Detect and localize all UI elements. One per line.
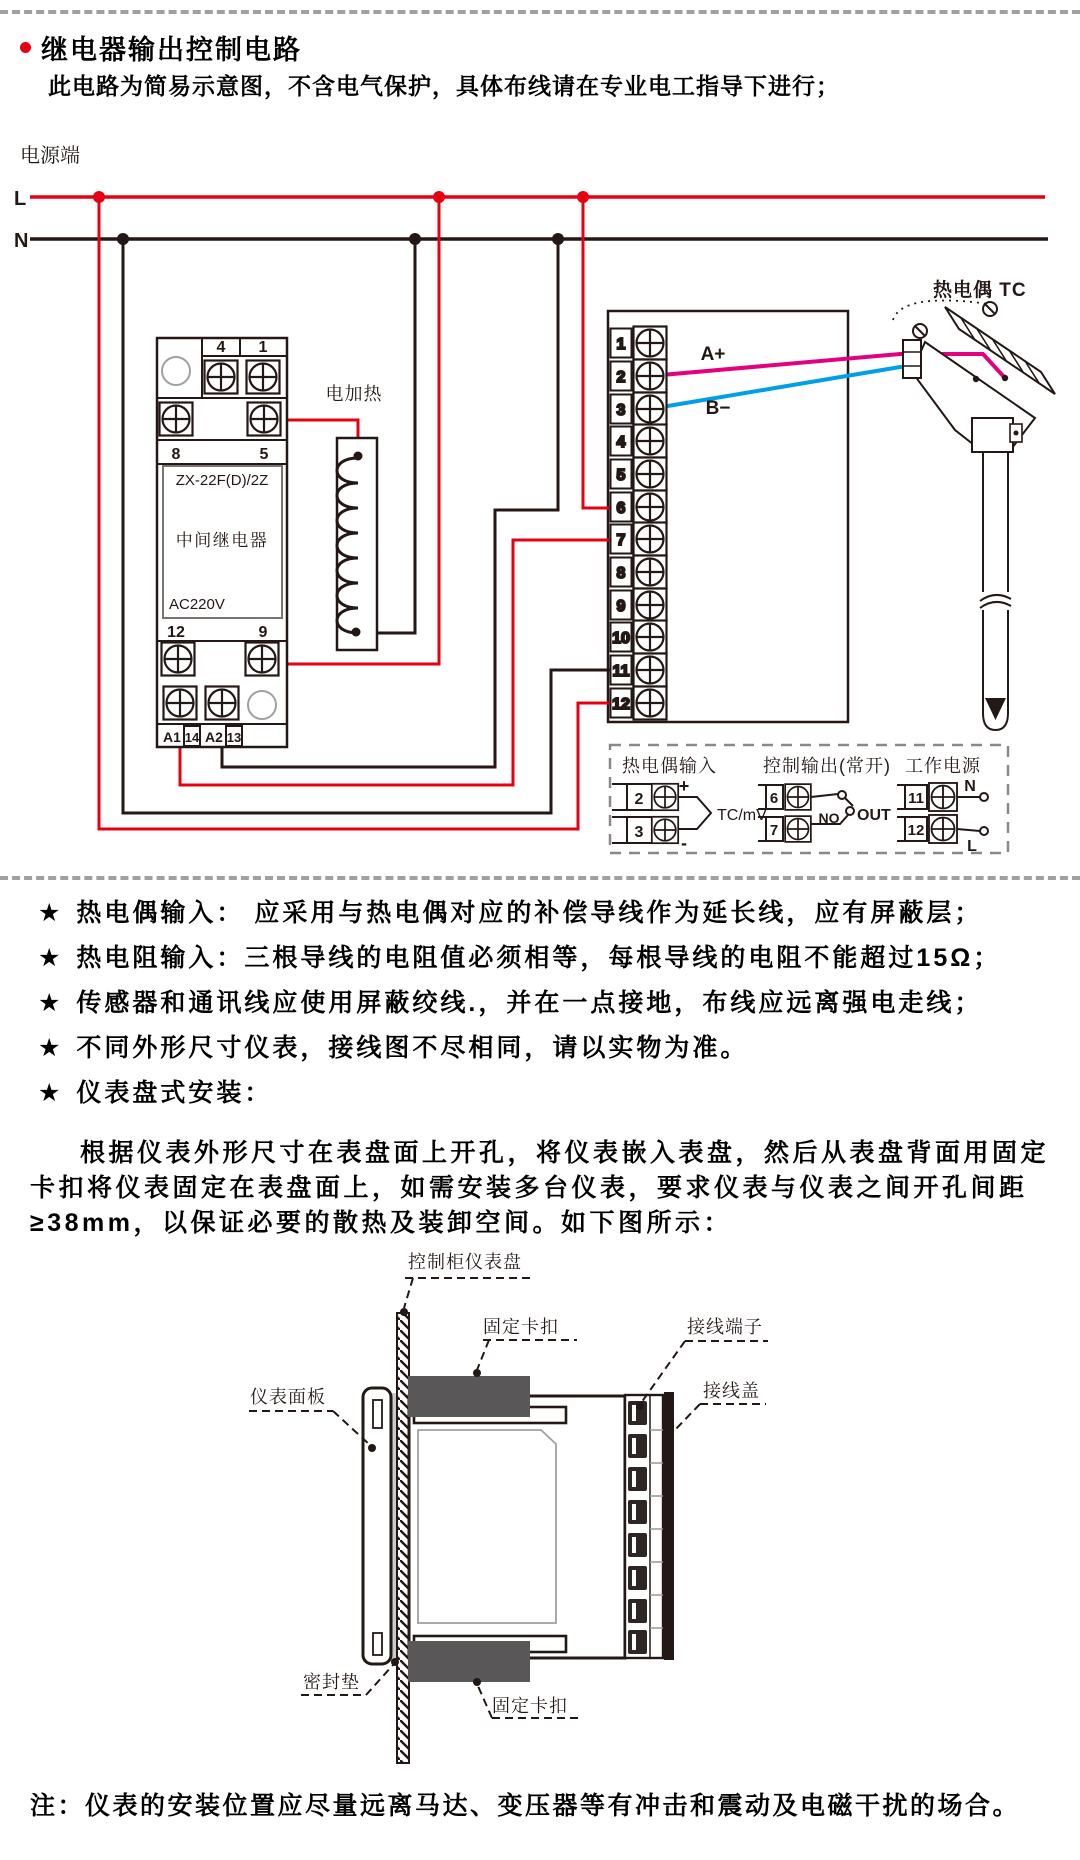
b-minus-label: B− <box>705 398 731 419</box>
relay-terminal-4: 4 <box>216 339 226 356</box>
relay-model: ZX-22F(D)/2Z <box>175 472 269 489</box>
mounting-clamp-bottom <box>408 1641 530 1682</box>
note-item <box>38 988 1048 1018</box>
relay-voltage: AC220V <box>169 596 225 613</box>
callout-clamp-bottom: 固定卡扣 <box>492 1696 568 1716</box>
panel-mount-diagram <box>0 1245 1080 1785</box>
strip-terminal-10: 10 <box>612 630 630 647</box>
relay-terminal-9: 9 <box>258 624 268 641</box>
terminal-cover <box>664 1392 674 1660</box>
minus-sign: - <box>681 833 687 853</box>
legend-control-output <box>758 756 891 842</box>
callout-clamp-top: 固定卡扣 <box>483 1317 559 1337</box>
note-item <box>38 898 1048 928</box>
a-plus-label: A+ <box>700 344 726 365</box>
power-terminal-label: 电源端 <box>20 145 80 167</box>
strip-terminal-4: 4 <box>616 434 626 451</box>
legend-terminal-3: 3 <box>634 824 644 841</box>
install-paragraph: 根据仪表外形尺寸在表盘面上开孔，将仪表嵌入表盘，然后从表盘背面用固定卡扣将仪表固定在表盘面上，如需安装多台仪表，要求仪表与仪表之间开孔间距≥38mm，以保证必要的散热及装卸空间。如下图所示： <box>30 1139 1050 1237</box>
note-item <box>38 1033 1048 1063</box>
line-n-label: N <box>14 230 29 252</box>
star-icon: ★ <box>38 944 61 972</box>
callout-cover: 接线盖 <box>703 1381 760 1401</box>
legend-terminal-2: 2 <box>634 791 644 808</box>
footer-note: 注：仪表的安装位置应尽量远离马达、变压器等有冲击和震动及电磁干扰的场合。 <box>30 1792 1021 1820</box>
strip-terminal-9: 9 <box>616 598 626 615</box>
relay-terminal-13: 13 <box>226 730 242 745</box>
bezel <box>363 1388 391 1664</box>
terminal-block <box>625 1395 663 1658</box>
thermocouple <box>893 278 1055 730</box>
legend-l-label: L <box>967 838 977 855</box>
legend-tc-input-title: 热电偶输入 <box>622 756 717 776</box>
mid-dashed-separator <box>0 876 1080 880</box>
legend-control-output-title: 控制输出(常开) <box>763 756 891 776</box>
relay-terminal-14: 14 <box>184 730 200 745</box>
note-text: 仪表盘式安装： <box>76 1079 273 1107</box>
relay-terminal-5: 5 <box>259 446 269 463</box>
note-text: 热电偶输入： 应采用与热电偶对应的补偿导线作为延长线，应有屏蔽层； <box>76 899 983 927</box>
note-item <box>38 1078 1048 1108</box>
wiring-diagram <box>0 130 1080 875</box>
relay-name: 中间继电器 <box>175 531 269 550</box>
strip-terminal-1: 1 <box>616 336 626 353</box>
section-subtitle: 此电路为简易示意图，不含电气保护，具体布线请在专业电工指导下进行； <box>48 73 840 99</box>
no-label: NO <box>818 810 840 826</box>
line-l-label: L <box>14 188 27 210</box>
note-text: 热电阻输入：三根导线的电阻值必须相等，每根导线的电阻不能超过15Ω； <box>76 944 1002 972</box>
strip-terminal-7: 7 <box>616 532 626 549</box>
strip-terminal-11: 11 <box>612 663 630 680</box>
strip-terminal-8: 8 <box>616 565 626 582</box>
mounting-clamp-top <box>408 1376 530 1417</box>
electric-heater <box>326 384 383 650</box>
legend-tc-input <box>612 756 767 853</box>
heater-label: 电加热 <box>325 384 383 404</box>
legend-terminal-6: 6 <box>769 790 779 807</box>
notes-list <box>38 898 1048 1123</box>
star-icon: ★ <box>38 989 61 1017</box>
relay-terminal-A1: A1 <box>163 729 181 745</box>
section-title-row <box>20 28 302 67</box>
star-icon: ★ <box>38 899 61 927</box>
legend-n-label: N <box>964 778 976 795</box>
legend-terminal-7: 7 <box>769 822 779 839</box>
out-label: OUT <box>857 807 891 824</box>
plus-sign: + <box>678 776 690 796</box>
power-rails <box>30 197 1048 239</box>
note-text: 不同外形尺寸仪表，接线图不尽相同，请以实物为准。 <box>76 1034 749 1062</box>
relay-terminal-12: 12 <box>167 624 185 641</box>
intermediate-relay <box>157 338 287 747</box>
tc-mv-label: TC/mV <box>717 807 767 824</box>
callout-gasket: 密封垫 <box>303 1672 360 1692</box>
strip-terminal-2: 2 <box>616 369 626 386</box>
star-icon: ★ <box>38 1079 61 1107</box>
strip-terminal-12: 12 <box>612 696 630 713</box>
callout-bezel: 仪表面板 <box>250 1387 326 1407</box>
relay-terminal-A2: A2 <box>205 729 223 745</box>
callout-panel: 控制柜仪表盘 <box>408 1252 522 1272</box>
legend-working-power <box>897 756 988 855</box>
strip-terminal-5: 5 <box>616 467 626 484</box>
section-title: 继电器输出控制电路 <box>41 35 302 65</box>
relay-terminal-8: 8 <box>171 446 181 463</box>
cabinet-panel <box>397 1313 409 1763</box>
junction-dots <box>93 191 589 245</box>
strip-terminal-3: 3 <box>616 402 626 419</box>
relay-terminal-1: 1 <box>258 339 268 356</box>
terminal-legend <box>610 745 1008 855</box>
strip-terminal-6: 6 <box>616 500 626 517</box>
red-bullet-icon <box>20 42 31 53</box>
top-dashed-separator <box>0 10 1080 14</box>
legend-working-power-title: 工作电源 <box>905 756 981 776</box>
note-item <box>38 943 1048 973</box>
note-text: 传感器和通讯线应使用屏蔽绞线.，并在一点接地，布线应远离强电走线； <box>76 989 983 1017</box>
legend-terminal-11: 11 <box>908 790 924 807</box>
callout-terminal: 接线端子 <box>687 1317 763 1337</box>
legend-terminal-12: 12 <box>907 822 925 839</box>
thermocouple-label: 热电偶 TC <box>933 280 1027 301</box>
star-icon: ★ <box>38 1034 61 1062</box>
